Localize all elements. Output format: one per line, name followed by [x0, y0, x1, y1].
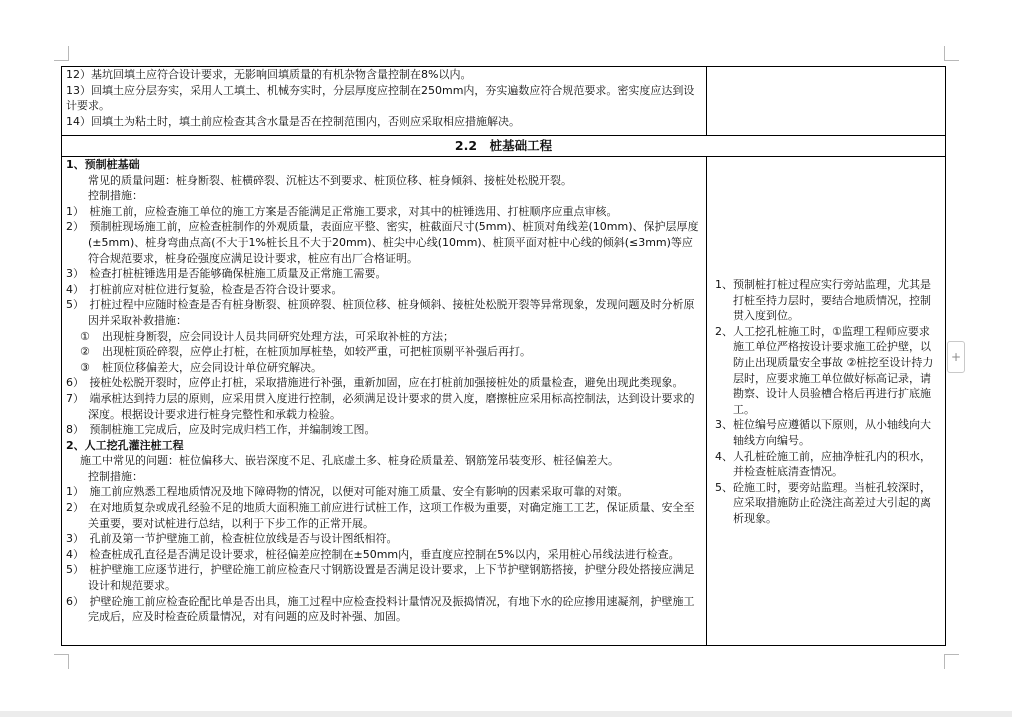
list-item: 4） 检查桩成孔直径是否满足设计要求，桩径偏差应控制在±50mm内，垂直度应控制在5%以内，采用桩心吊线法进行检查。 — [66, 547, 680, 561]
note-item: 3、桩位编号应遵循以下原则，从小轴线向大轴线方向编号。 — [715, 418, 931, 447]
list-item: 7） 端承桩达到持力层的原则，应采用贯入度进行控制，必须满足设计要求的贯入度，磨擦桩应采用标高控制法，达到设计要求的深度。根据设计要求进行桩身完整性和承载力检验。 — [66, 391, 695, 421]
circled-number: ① — [80, 329, 90, 343]
cell-pile-text[interactable] — [62, 157, 707, 645]
list-item: 2） 在对地质复杂或成孔经验不足的地质大面积施工前应进行试桩工作，这项工作极为重要，对确定施工工艺，保证质量、安全至关重要，要对试桩进行总结，以利于下步工作的正常开展。 — [66, 501, 695, 530]
list-item: 1） 桩施工前，应检查施工单位的施工方案是否能满足正常施工要求，对其中的桩锤选用、打桩顺序应重点审核。 — [66, 204, 618, 218]
text-line: 常见的质量问题：桩身断裂、桩横碎裂、沉桩达不到要求、桩顶位移、桩身倾斜、接桩处松脱开裂。 — [88, 173, 572, 187]
note-item: 2、人工挖孔桩施工时，①监理工程师应要求施工单位严格按设计要求施工砼护壁，以防止出现质量安全事故 ②桩挖至设计持力层时，应要求施工单位做好标高记录，请勘察、设计人员验槽合格后再进行扩底施工。 — [715, 324, 934, 416]
note-item: 1、预制桩打桩过程应实行旁站监理，尤其是打桩至持力层时，要结合地质情况，控制贯入度到位。 — [715, 278, 931, 323]
cell-supervision-notes[interactable] — [707, 157, 945, 645]
crop-mark-bottom-left — [54, 654, 69, 669]
table-row-backfill — [62, 67, 945, 136]
list-item: 3） 孔前及第一节护壁施工前，检查桩位放线是否与设计图纸相符。 — [66, 532, 398, 546]
crop-mark-top-right — [944, 46, 959, 61]
subsection-heading: 1、预制桩基础 — [66, 158, 140, 171]
text-line: 控制措施： — [88, 469, 143, 483]
list-item: 5） 桩护壁施工应逐节进行，护壁砼施工前应检查尺寸钢筋设置是否满足设计要求，上下节护壁钢筋搭接，护壁分段处搭接应满足设计和规范要求。 — [66, 563, 695, 593]
text-line: 13）回填土应分层夯实，采用人工填土、机械夯实时，分层厚度应控制在250mm内，夯实遍数应符合规范要求。密实度应达到设计要求。 — [66, 83, 695, 113]
text-line: 控制措施： — [88, 189, 143, 203]
list-item: 6） 护壁砼施工前应检查砼配比单是否出具，施工过程中应检查投料计量情况及振捣情况，有地下水的砼应掺用速凝剂，护壁施工完成后，应及时检查砼质量情况，对有问题的应及时补强、加固。 — [66, 594, 695, 624]
subitem-text: 出现桩顶砼碎裂，应停止打桩，在桩顶加厚桩垫，如较严重，可把桩顶剔平补强后再打。 — [102, 345, 531, 359]
list-item: 8） 预制桩施工完成后，应及时完成归档工作，并编制竣工图。 — [66, 423, 376, 437]
list-subitem — [66, 329, 702, 345]
cell-backfill-text[interactable] — [62, 67, 707, 135]
note-item: 4、人孔桩砼施工前，应抽净桩孔内的积水，并检查桩底清查情况。 — [715, 449, 931, 479]
list-subitem — [66, 344, 702, 360]
note-item: 5、砼施工时，要旁站监理。当桩孔较深时，应采取措施防止砼浇注高差过大引起的离析现象。 — [715, 480, 931, 525]
text-line: 14）回填土为粘土时，填土前应检查其含水量是否在控制范围内，否则应采取相应措施解决。 — [66, 114, 520, 128]
list-item: 1） 施工前应熟悉工程地质情况及地下障碍物的情况，以便对可能对施工质量、安全有影响的因素采取可靠的对策。 — [66, 485, 629, 499]
circled-number: ② — [80, 345, 90, 359]
document-table — [61, 66, 946, 646]
subsection-heading: 2、人工挖孔灌注桩工程 — [66, 438, 184, 452]
text-line: 12）基坑回填土应符合设计要求，无影响回填质量的有机杂物含量控制在8%以内。 — [66, 68, 472, 81]
list-item: 2） 预制桩现场施工前，应检查桩制作的外观质量，表面应平整、密实，桩截面尺寸(5mm)、桩顶对角线差(10mm)、保护层厚度(±5mm)、桩身弯曲点高(不大于1%桩长且不大于20mm)、桩尖中心线(10mm)、桩顶平面对桩中心线的倾斜(≤3mm)等应符合规范要求，桩身砼强度应满足设计要求，桩应有出厂合格证明。 — [66, 220, 699, 265]
notes-list — [707, 277, 945, 527]
crop-mark-bottom-right — [944, 654, 959, 669]
subitem-text: 出现桩身断裂，应会同设计人员共同研究处理方法，可采取补桩的方法； — [102, 329, 454, 343]
section-title: 2.2 桩基础工程 — [454, 138, 553, 153]
list-item: 4） 打桩前应对桩位进行复验，检查是否符合设计要求。 — [66, 282, 343, 296]
table-row-pile-foundation — [62, 157, 945, 645]
list-item: 3） 检查打桩桩锤选用是否能够确保桩施工质量及正常施工需要。 — [66, 267, 387, 281]
list-item: 5） 打桩过程中应随时检查是否有桩身断裂、桩顶碎裂、桩顶位移、桩身倾斜、接桩处松脱开裂等异常现象，发现问题及时分析原因并采取补救措施： — [66, 298, 695, 327]
circled-number: ③ — [80, 360, 90, 374]
add-row-button[interactable]: + — [947, 341, 965, 373]
subitem-text: 桩顶位移偏差大，应会同设计单位研究解决。 — [102, 360, 322, 374]
table-row-section-title — [62, 136, 945, 157]
crop-mark-top-left — [54, 46, 69, 61]
status-bar — [0, 711, 1012, 717]
text-line: 施工中常见的问题：桩位偏移大、嵌岩深度不足、孔底虚土多、桩身砼质量差、钢筋笼吊装变形、桩径偏差大。 — [80, 454, 619, 468]
list-item: 6） 接桩处松脱开裂时，应停止打桩，采取措施进行补强，重新加固，应在打桩前加强接桩处的质量检查，避免出现此类现象。 — [66, 376, 684, 390]
cell-backfill-notes[interactable] — [707, 67, 945, 135]
list-subitem — [66, 360, 702, 376]
